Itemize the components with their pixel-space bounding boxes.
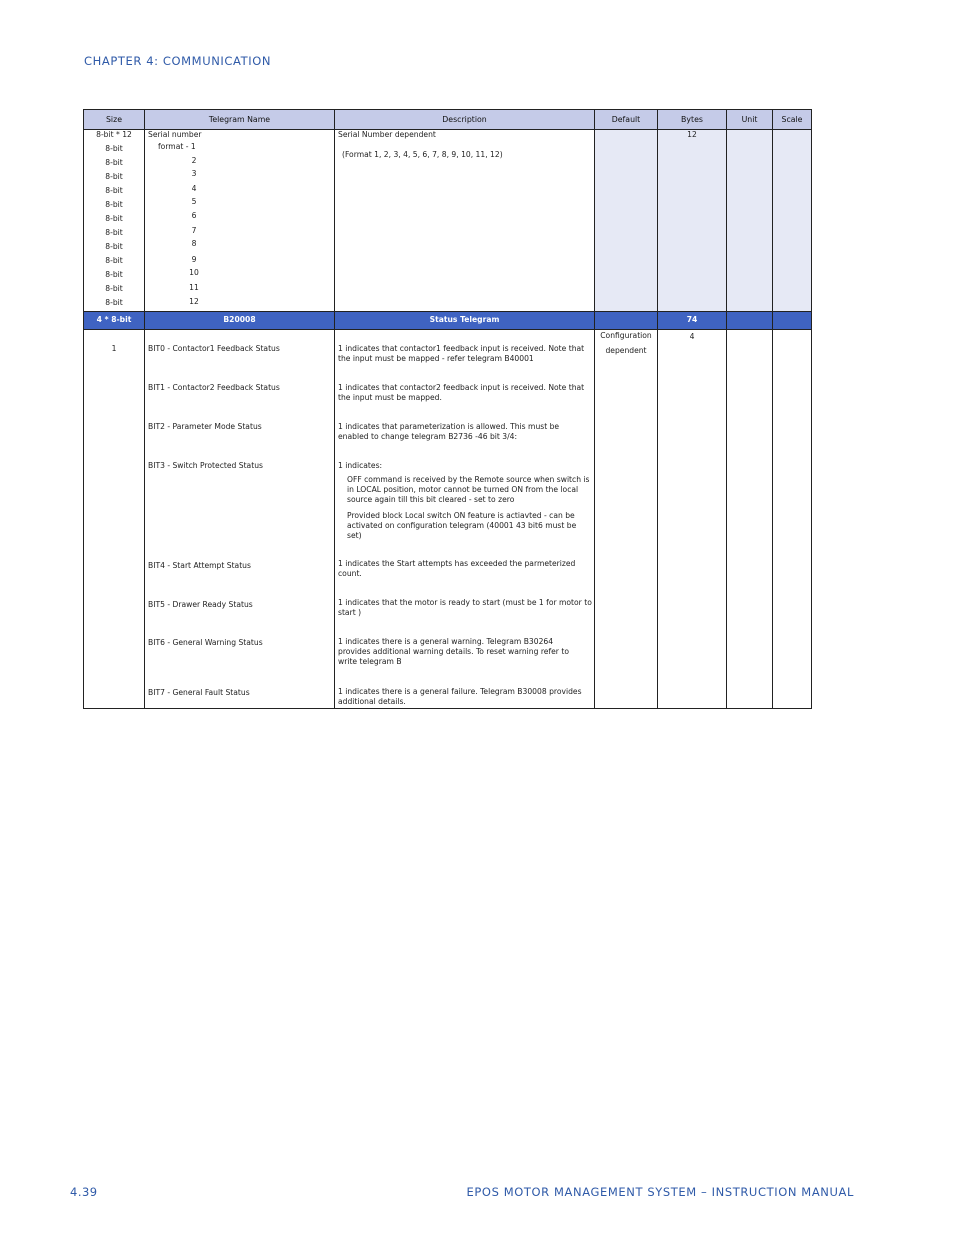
telegram-table <box>83 109 812 709</box>
serial-size: 8-bit <box>105 228 123 237</box>
serial-name: 7 <box>191 226 197 235</box>
bit-name: BIT5 - Drawer Ready Status <box>148 600 253 609</box>
serial-size: 8-bit <box>105 172 123 181</box>
default-cell-tint <box>595 130 657 311</box>
column-divider <box>726 110 727 708</box>
bit-name: BIT3 - Switch Protected Status <box>148 461 263 470</box>
status-bytes: 4 <box>689 332 695 341</box>
serial-bytes: 12 <box>687 130 697 139</box>
serial-name: 6 <box>191 211 197 220</box>
header-default: Default <box>611 115 641 124</box>
serial-size: 8-bit <box>105 284 123 293</box>
serial-format-note: (Format 1, 2, 3, 4, 5, 6, 7, 8, 9, 10, 11, 12) <box>342 150 503 159</box>
serial-name: Serial number <box>148 130 202 139</box>
bit-description-detail: OFF command is received by the Remote source when switch is in LOCAL position, motor cannot be turned ON from the local source again till this bit cleared - set to zero <box>347 475 590 504</box>
column-divider <box>144 110 145 708</box>
serial-description: Serial Number dependent <box>338 130 436 139</box>
serial-name: 12 <box>189 297 199 306</box>
header-description: Description <box>442 115 487 124</box>
bit-name: BIT6 - General Warning Status <box>148 638 263 647</box>
bit-description: 1 indicates there is a general failure. Telegram B30008 provides additional details. <box>338 687 582 706</box>
bit-description: 1 indicates: <box>338 461 383 470</box>
manual-title: EPOS MOTOR MANAGEMENT SYSTEM – INSTRUCTION MANUAL <box>466 1185 854 1199</box>
serial-size: 8-bit * 12 <box>96 130 132 139</box>
serial-size: 8-bit <box>105 270 123 279</box>
bit-description: 1 indicates that contactor1 feedback input is received. Note that the input must be mapped - refer telegram B40001 <box>338 344 585 363</box>
header-telegram-name: Telegram Name <box>208 115 271 124</box>
serial-size: 8-bit <box>105 256 123 265</box>
serial-size: 8-bit <box>105 186 123 195</box>
bytes-cell-tint <box>658 130 726 311</box>
bit-description: 1 indicates that the motor is ready to start (must be 1 for motor to start ) <box>338 598 592 617</box>
bit-description-detail: Provided block Local switch ON feature is actiavted - can be activated on configuration telegram (40001 43 bit6 must be set) <box>347 511 577 540</box>
bit-name: BIT2 - Parameter Mode Status <box>148 422 262 431</box>
serial-name: 9 <box>191 255 197 264</box>
scale-cell-tint <box>773 130 811 311</box>
serial-size: 8-bit <box>105 144 123 153</box>
unit-cell-tint <box>727 130 772 311</box>
row-divider <box>84 311 811 312</box>
column-divider <box>594 110 595 708</box>
serial-name: 11 <box>189 283 199 292</box>
serial-name: 5 <box>191 197 197 206</box>
serial-size: 8-bit <box>105 214 123 223</box>
serial-name: 2 <box>191 156 197 165</box>
bit-name: BIT4 - Start Attempt Status <box>148 561 251 570</box>
column-divider <box>657 110 658 708</box>
serial-name: 4 <box>191 184 197 193</box>
status-default: Configuration <box>600 331 652 340</box>
bit-name: BIT1 - Contactor2 Feedback Status <box>148 383 280 392</box>
header-size: Size <box>105 115 122 124</box>
bit-description: 1 indicates that contactor2 feedback input is received. Note that the input must be mapped. <box>338 383 585 402</box>
column-divider <box>772 110 773 708</box>
chapter-title: CHAPTER 4: COMMUNICATION <box>84 54 272 68</box>
column-divider <box>334 110 335 708</box>
header-bytes: Bytes <box>681 115 703 124</box>
serial-size: 8-bit <box>105 200 123 209</box>
serial-size: 8-bit <box>105 242 123 251</box>
row-divider <box>84 329 811 330</box>
status-default: dependent <box>605 346 647 355</box>
bit-name: BIT7 - General Fault Status <box>148 688 250 697</box>
status-row-name: B20008 <box>223 315 256 324</box>
status-row-size: 4 * 8-bit <box>96 315 132 324</box>
serial-name: 8 <box>191 239 197 248</box>
serial-size: 8-bit <box>105 158 123 167</box>
serial-size: 8-bit <box>105 298 123 307</box>
status-size: 1 <box>111 344 117 353</box>
status-row-bytes: 74 <box>686 315 698 324</box>
serial-name: format - 1 <box>158 142 196 151</box>
bit-description: 1 indicates there is a general warning. Telegram B30264 provides additional warning details. To reset warning refer to write telegram B <box>338 637 569 666</box>
serial-name: 3 <box>191 169 197 178</box>
bit-description: 1 indicates that parameterization is allowed. This must be enabled to change telegram B2736 -46 bit 3/4: <box>338 422 560 441</box>
bit-description: 1 indicates the Start attempts has exceeded the parmeterized count. <box>338 559 576 578</box>
serial-name: 10 <box>189 268 199 277</box>
header-unit: Unit <box>741 115 758 124</box>
header-scale: Scale <box>781 115 803 124</box>
page-number: 4.39 <box>70 1185 98 1199</box>
status-row-description: Status Telegram <box>429 315 500 324</box>
bit-name: BIT0 - Contactor1 Feedback Status <box>148 344 280 353</box>
